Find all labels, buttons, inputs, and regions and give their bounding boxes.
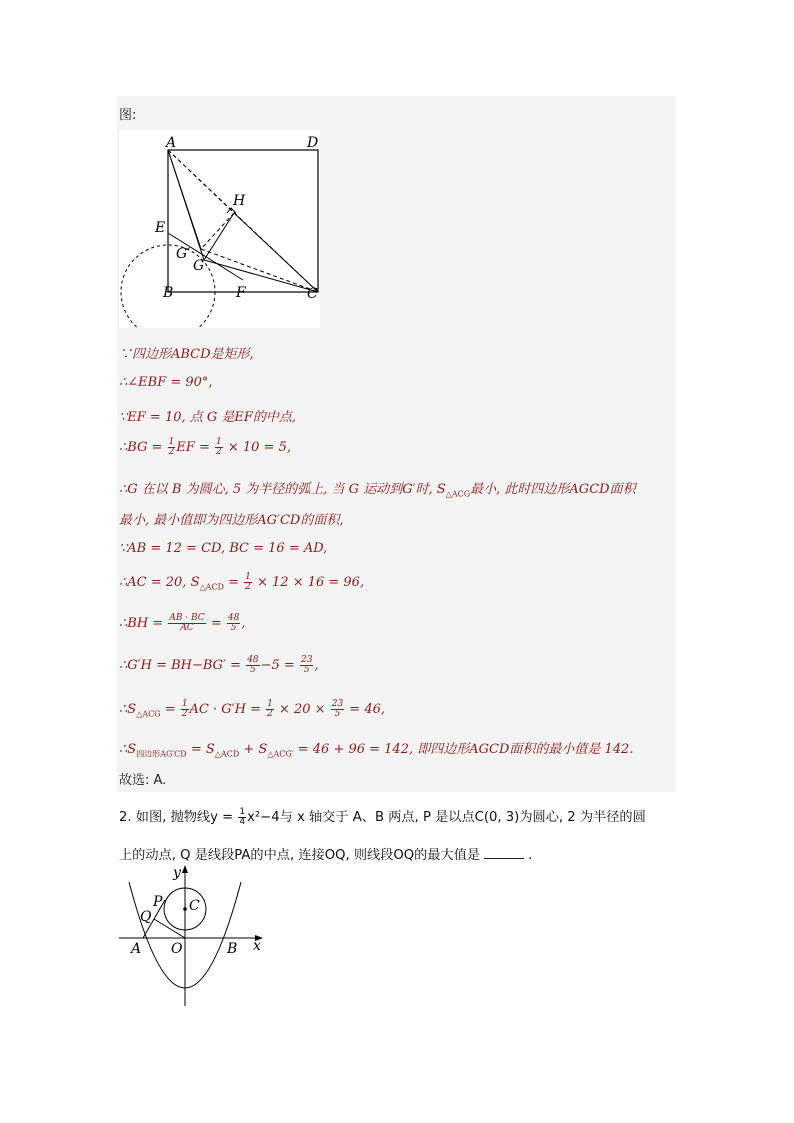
- label-Gprime: G′: [176, 246, 191, 262]
- question-2-line-2: 上的动点, Q 是线段PA的中点, 连接OQ, 则线段OQ的最大值是 .: [119, 848, 533, 863]
- label-A: A: [166, 135, 177, 151]
- solution-line-6: 最小, 最小值即为四边形AG′CD的面积,: [119, 513, 344, 528]
- answer-line: 故选: A.: [119, 773, 167, 788]
- label-F: F: [236, 285, 246, 301]
- solution-line-7: ∵AB = 12 = CD, BC = 16 = AD,: [119, 541, 328, 556]
- label-E: E: [155, 220, 166, 236]
- figure-caption: 图:: [119, 108, 137, 123]
- label-H: H: [233, 193, 246, 209]
- rectangle-diagram: [119, 130, 320, 328]
- label-C2: C: [189, 898, 200, 914]
- label-Q: Q: [140, 909, 152, 925]
- label-B: B: [163, 285, 174, 301]
- solution-line-11: $\therefore S_{\triangle ACG}$ = $\frac{1}{2}$ AC · G′H = $\frac{1}{2}$ × 20 × $\frac{23}{5}$ = 46,: [119, 699, 385, 719]
- geometry-figure-rectangle: [119, 130, 320, 328]
- answer-blank[interactable]: [484, 858, 524, 859]
- solution-line-5: ∴G 在以 B 为圆心, 5 为半径的弧上, 当 G 运动到G′时, $S_{\triangle ACG}$最小, 此时四边形AGCD面积: [119, 482, 636, 499]
- label-D: D: [307, 135, 319, 151]
- label-G: G: [193, 258, 205, 274]
- solution-line-3: ∵EF = 10, 点 G 是EF的中点,: [119, 410, 297, 425]
- parabola-diagram: [117, 862, 267, 1010]
- label-A2: A: [131, 941, 142, 957]
- solution-line-1: ∵四边形ABCD是矩形,: [119, 347, 254, 362]
- solution-line-2: ∴∠EBF = 90°,: [119, 375, 213, 390]
- geometry-figure-parabola: [117, 862, 267, 1010]
- label-x: x: [253, 938, 261, 954]
- label-B2: B: [227, 941, 238, 957]
- solution-line-4: ∴BG = $\frac{1}{2}$ EF = $\frac{1}{2}$ × 10 = 5,: [119, 437, 292, 457]
- label-C: C: [307, 286, 318, 302]
- solution-line-9: ∴BH = $\frac{AB \cdot BC}{AC}$ = $\frac{48}{5}$ ,: [119, 613, 246, 633]
- label-O: O: [171, 941, 183, 957]
- question-2-line-1: 2. 如图, 抛物线y = $\frac{1}{4}$ x²−4与 x 轴交于 A、B 两点, P 是以点C(0, 3)为圆心, 2 为半径的圆: [119, 806, 646, 827]
- solution-line-12: $\therefore S_{四边形AG'CD} = S_{\triangle ACD} + S_{\triangle ACG'} = 46 + 96 = 142$, 即四边形AGCD面积的最小值是 142.: [119, 742, 634, 759]
- label-P: P: [153, 894, 163, 910]
- solution-line-10: ∴G′H = BH−BG′ = $\frac{48}{5}$ −5 = $\frac{23}{5}$ ,: [119, 655, 319, 675]
- solution-line-8: ∴AC = 20, $S_{\triangle ACD}$ = $\frac{1}{2}$ × 12 × 16 = 96,: [119, 572, 365, 592]
- label-y: y: [173, 865, 181, 881]
